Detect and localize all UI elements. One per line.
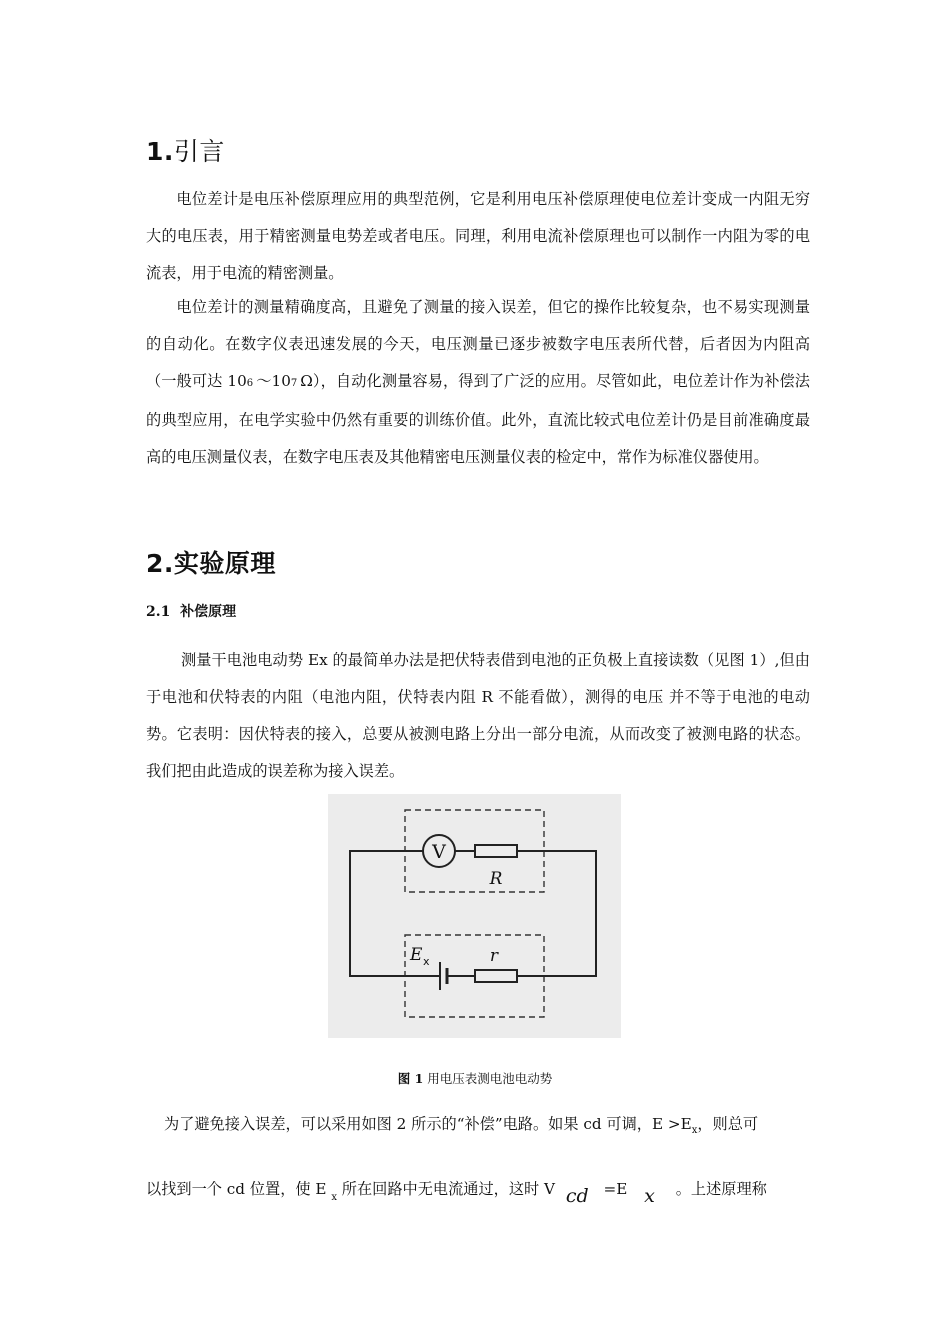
line1-text-a: 为了避免接入误差，可以采用如图 2 所示的“补偿”电路。如果 cd 可调，E >E xyxy=(164,1115,692,1133)
subsection-title: 补偿原理 xyxy=(180,604,237,620)
intro-p2-start: 电位差计的测量精确度高，且避免了测量的接入误差，但它的操作比较复杂，也不易实现测量的自动化。在数字仪表迅速发展的今天，电压测量已逐步被数字电压表所代替，后者因为内阻高（一般可达 10 xyxy=(146,298,810,390)
figure-1-caption-text: 用电压表测电池电动势 xyxy=(427,1071,553,1086)
figure-background xyxy=(328,794,621,1038)
math-x: x xyxy=(644,1185,655,1207)
subsection-2-1-heading xyxy=(146,601,236,621)
intro-p2-mid: ～10 xyxy=(256,372,291,390)
line2-text-d: 。上述原理称 xyxy=(675,1180,767,1198)
battery-x-subscript: x xyxy=(423,955,430,968)
line2-text-a: 以找到一个 cd 位置，使 E xyxy=(146,1180,327,1198)
intro-paragraph-2 xyxy=(146,289,810,476)
line1-subscript-x: x xyxy=(691,1125,698,1136)
figure-1-caption xyxy=(0,1069,950,1087)
line2-text-b: 所在回路中无电流通过，这时 V xyxy=(341,1180,556,1198)
battery-E-label: E xyxy=(410,945,423,965)
math-cd: cd xyxy=(565,1185,589,1207)
paragraph-line-1 xyxy=(164,1113,828,1134)
intro-p2-end: Ω），自动化测量容易，得到了广泛的应用。尽管如此，电位差计作为补偿法的典型应用，在电学实验中仍然有重要的训练价值。此外，直流比较式电位差计仍是目前准确度最高的电压测量仪表，在数字电压表及其他精密电压测量仪表的检定中，常作为标准仪器使用。 xyxy=(146,372,810,466)
line2-text-c: =E xyxy=(603,1180,628,1198)
resistor-r-label: r xyxy=(489,946,499,966)
line2-subscript-x: x xyxy=(331,1192,337,1203)
resistor-R-label: R xyxy=(489,869,503,889)
section-2-title: 实验原理 xyxy=(173,549,276,578)
figure-1-circuit xyxy=(328,794,621,1038)
subsection-number: 2.1 xyxy=(146,604,171,620)
figure-1-number: 图 1 xyxy=(397,1071,424,1086)
section-1-heading xyxy=(146,132,225,168)
circuit-diagram xyxy=(328,794,621,1038)
principle-paragraph: 测量干电池电动势 Ex 的最简单办法是把伏特表借到电池的正负极上直接读数（见图 1）,但由于电池和伏特表的内阻（电池内阻，伏特表内阻 R 不能看做），测得的电压 并不等于电池的电动势。它表明：因伏特表的接入，总要从被测电路上分出一部分电流，从而改变了被测电路的状态。我们把由此造成的误差称为接入误差。 xyxy=(146,651,810,780)
line1-text-b: ，则总可 xyxy=(697,1115,759,1133)
exponent-7: 7 xyxy=(290,378,301,389)
resistor-R-icon xyxy=(475,845,517,857)
section-1-title: 引言 xyxy=(173,137,225,166)
voltmeter-label: V xyxy=(432,841,446,863)
exponent-6: 6 xyxy=(246,378,257,389)
paragraph-line-2 xyxy=(146,1177,810,1207)
intro-paragraph-1: 电位差计是电压补偿原理应用的典型范例，它是利用电压补偿原理使电位差计变成一内阻无穷大的电压表，用于精密测量电势差或者电压。同理，利用电流补偿原理也可以制作一内阻为零的电流表，用于电流的精密测量。 xyxy=(146,190,810,282)
section-2-heading xyxy=(146,544,276,580)
section-1-number: 1. xyxy=(146,137,174,166)
resistor-r-icon xyxy=(475,970,517,982)
section-2-number: 2. xyxy=(146,549,174,578)
